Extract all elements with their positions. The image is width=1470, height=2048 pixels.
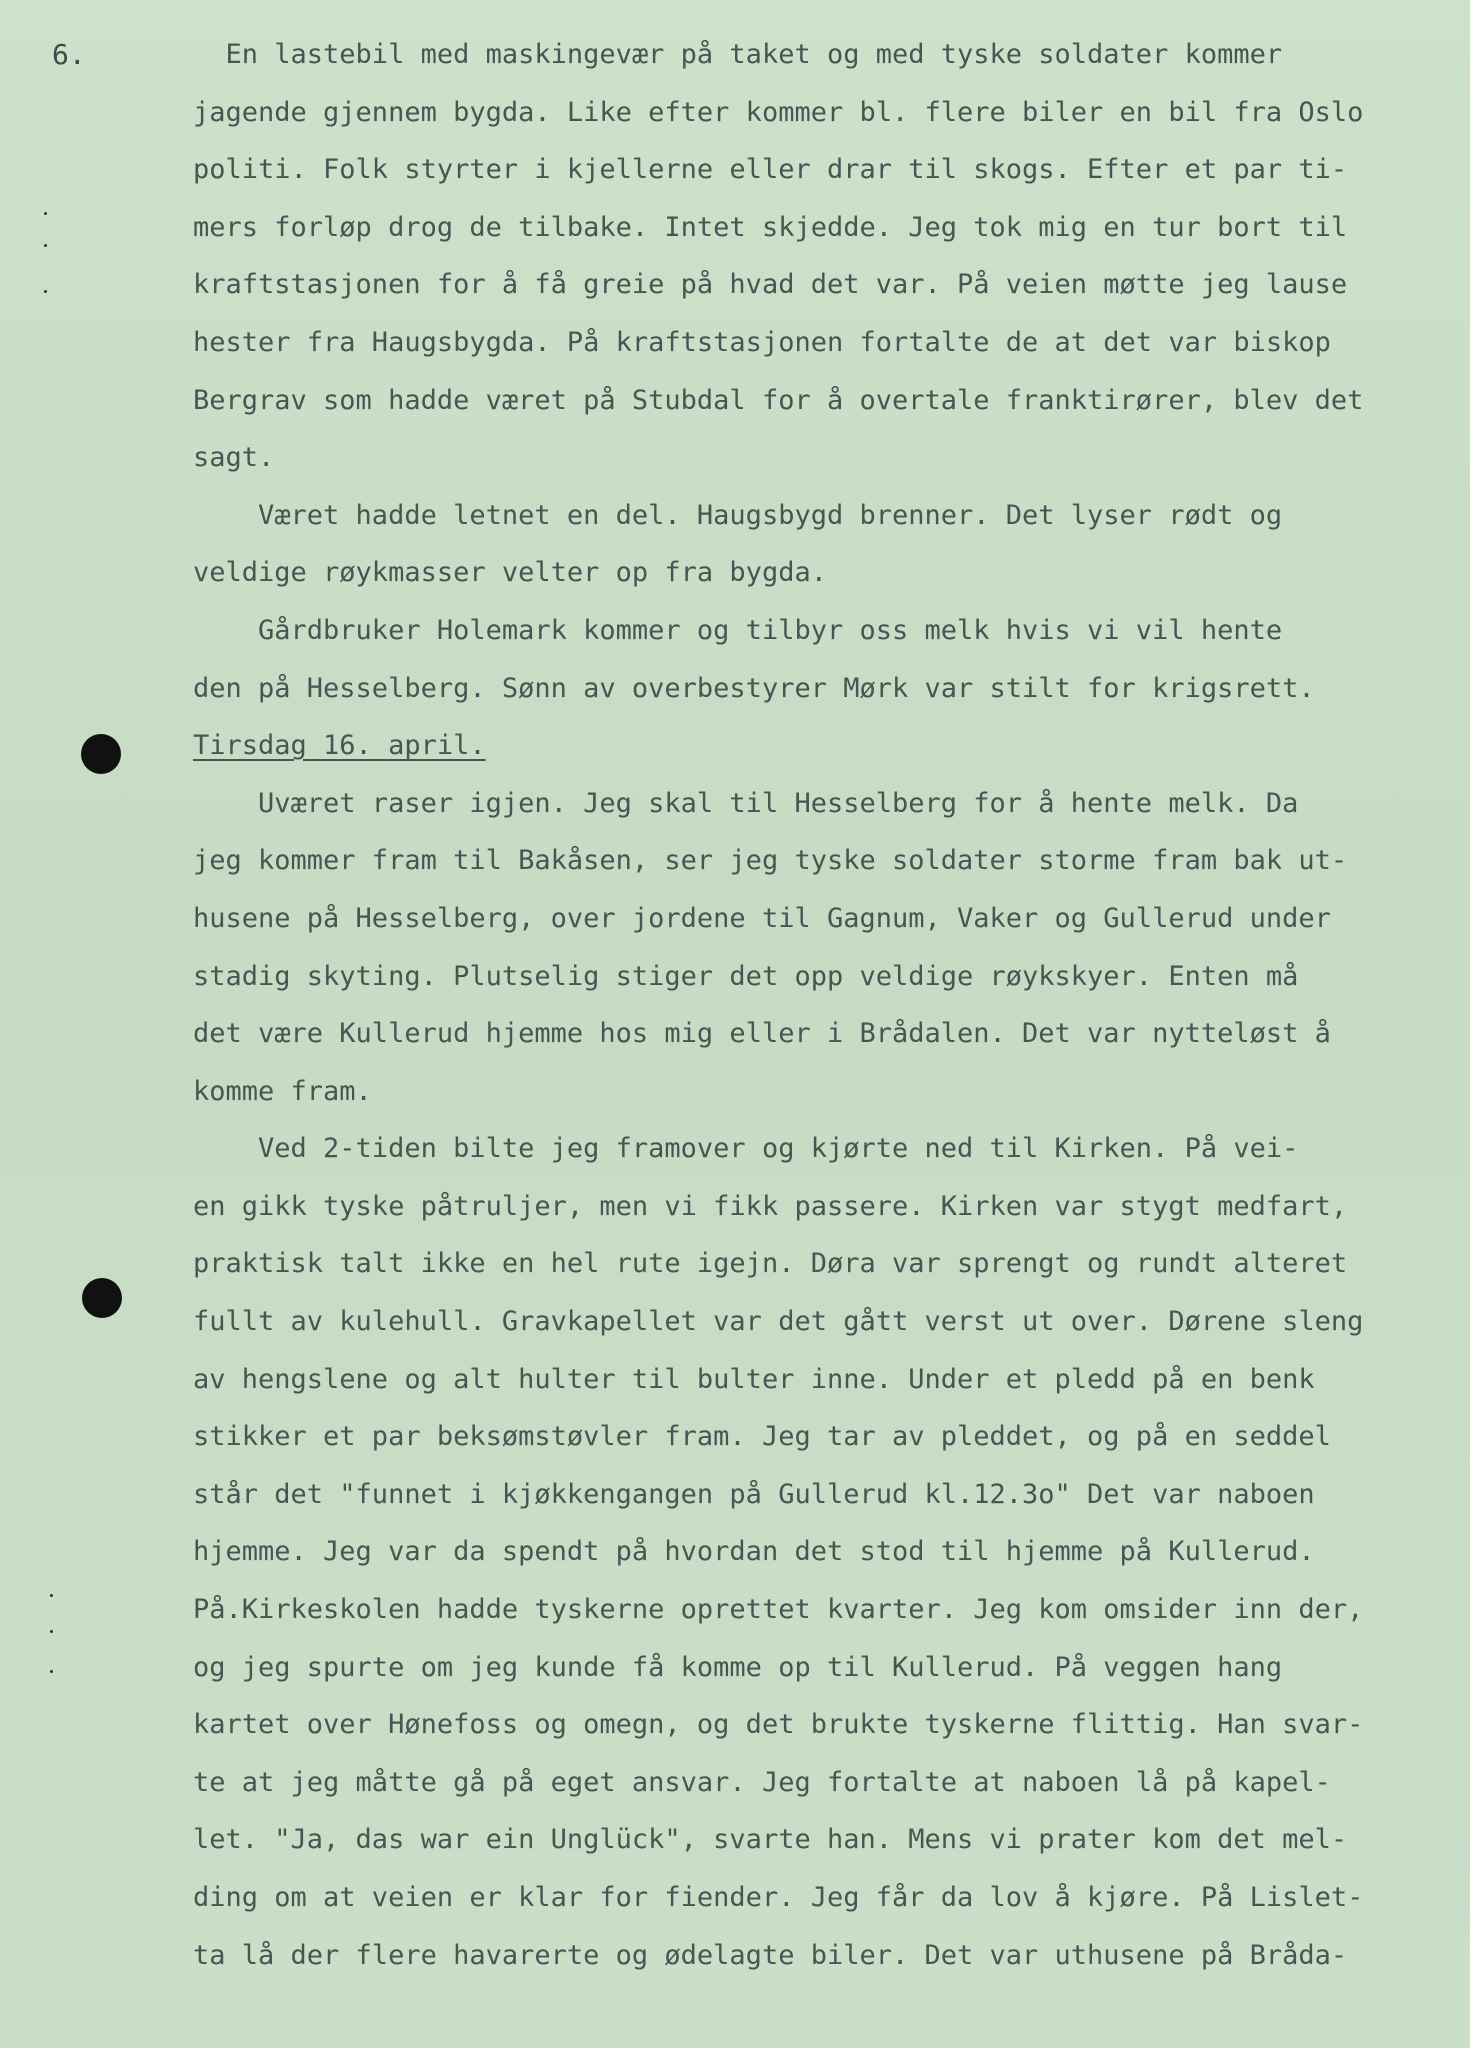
text-line: Ved 2-tiden bilte jeg framover og kjørte ned til Kirken. På vei- [193,1133,1299,1165]
text-line: stadig skyting. Plutselig stiger det opp veldige røykskyer. Enten må [193,960,1299,992]
punch-hole [81,734,121,774]
punch-hole [82,1278,122,1318]
text-line: kartet over Hønefoss og omegn, og det brukte tyskerne flittig. Han svar- [193,1709,1364,1741]
margin-mark [44,244,47,247]
text-line: fullt av kulehull. Gravkapellet var det gått verst ut over. Dørene sleng [193,1306,1364,1338]
text-line: står det "funnet i kjøkkengangen på Gullerud kl.12.3o" Det var naboen [193,1478,1315,1510]
text-line: husene på Hesselberg, over jordene til Gagnum, Vaker og Gullerud under [193,902,1331,934]
margin-mark [44,290,47,293]
text-line: komme fram. [193,1075,372,1107]
margin-mark [50,1594,53,1597]
margin-mark [50,1670,53,1673]
text-line: av hengslene og alt hulter til bulter inne. Under et pledd på en benk [193,1363,1315,1395]
text-line: ta lå der flere havarerte og ødelagte biler. Det var uthusene på Bråda- [193,1939,1348,1971]
page-number: 6. [52,38,86,71]
text-line: En lastebil med maskingevær på taket og med tyske soldater kommer [193,39,1283,70]
text-line: og jeg spurte om jeg kunde få komme op til Kullerud. På veggen hang [193,1651,1283,1683]
text-line: praktisk talt ikke en hel rute igejn. Døra var sprengt og rundt alteret [193,1248,1348,1280]
date-heading: Tirsdag 16. april. [193,730,486,762]
margin-mark [44,212,47,215]
text-line: stikker et par beksømstøvler fram. Jeg tar av pleddet, og på en seddel [193,1421,1331,1453]
text-line: te at jeg måtte gå på eget ansvar. Jeg fortalte at naboen lå på kapel- [193,1766,1331,1798]
text-line: jeg kommer fram til Bakåsen, ser jeg tyske soldater storme fram bak ut- [193,845,1348,877]
text-line: jagende gjennem bygda. Like efter kommer bl. flere biler en bil fra Oslo [193,96,1364,128]
text-line: ding om at veien er klar for fiender. Jeg får da lov å kjøre. På Lislet- [193,1882,1364,1913]
text-line: hester fra Haugsbygda. På kraftstasjonen fortalte de at det var biskop [193,326,1331,358]
text-line: veldige røykmasser velter op fra bygda. [193,557,827,589]
text-line: sagt. [193,442,275,474]
text-line: Gårdbruker Holemark kommer og tilbyr oss melk hvis vi vil hente [193,614,1283,646]
text-line: den på Hesselberg. Sønn av overbestyrer Mørk var stilt for krigsrett. [193,672,1315,704]
text-line: Uværet raser igjen. Jeg skal til Hesselberg for å hente melk. Da [193,787,1299,819]
text-line: en gikk tyske påtruljer, men vi fikk passere. Kirken var stygt medfart, [193,1190,1348,1222]
text-line: mers forløp drog de tilbake. Intet skjedde. Jeg tok mig en tur bort til [193,211,1348,243]
typed-text-body [193,26,1448,1984]
text-line: Bergrav som hadde været på Stubdal for å overtale franktirører, blev det [193,384,1364,416]
text-line: På.Kirkeskolen hadde tyskerne oprettet kvarter. Jeg kom omsider inn der, [193,1594,1364,1626]
margin-mark [50,1630,53,1633]
text-line: let. "Ja, das war ein Unglück", svarte han. Mens vi prater kom det mel- [193,1824,1348,1856]
text-line: Været hadde letnet en del. Haugsbygd brenner. Det lyser rødt og [193,499,1283,531]
text-line: det være Kullerud hjemme hos mig eller i Brådalen. Det var nytteløst å [193,1018,1331,1050]
text-line: kraftstasjonen for å få greie på hvad det var. På veien møtte jeg lause [193,269,1348,301]
text-line: hjemme. Jeg var da spendt på hvordan det stod til hjemme på Kullerud. [193,1536,1315,1568]
text-line: politi. Folk styrter i kjellerne eller drar til skogs. Efter et par ti- [193,154,1348,186]
